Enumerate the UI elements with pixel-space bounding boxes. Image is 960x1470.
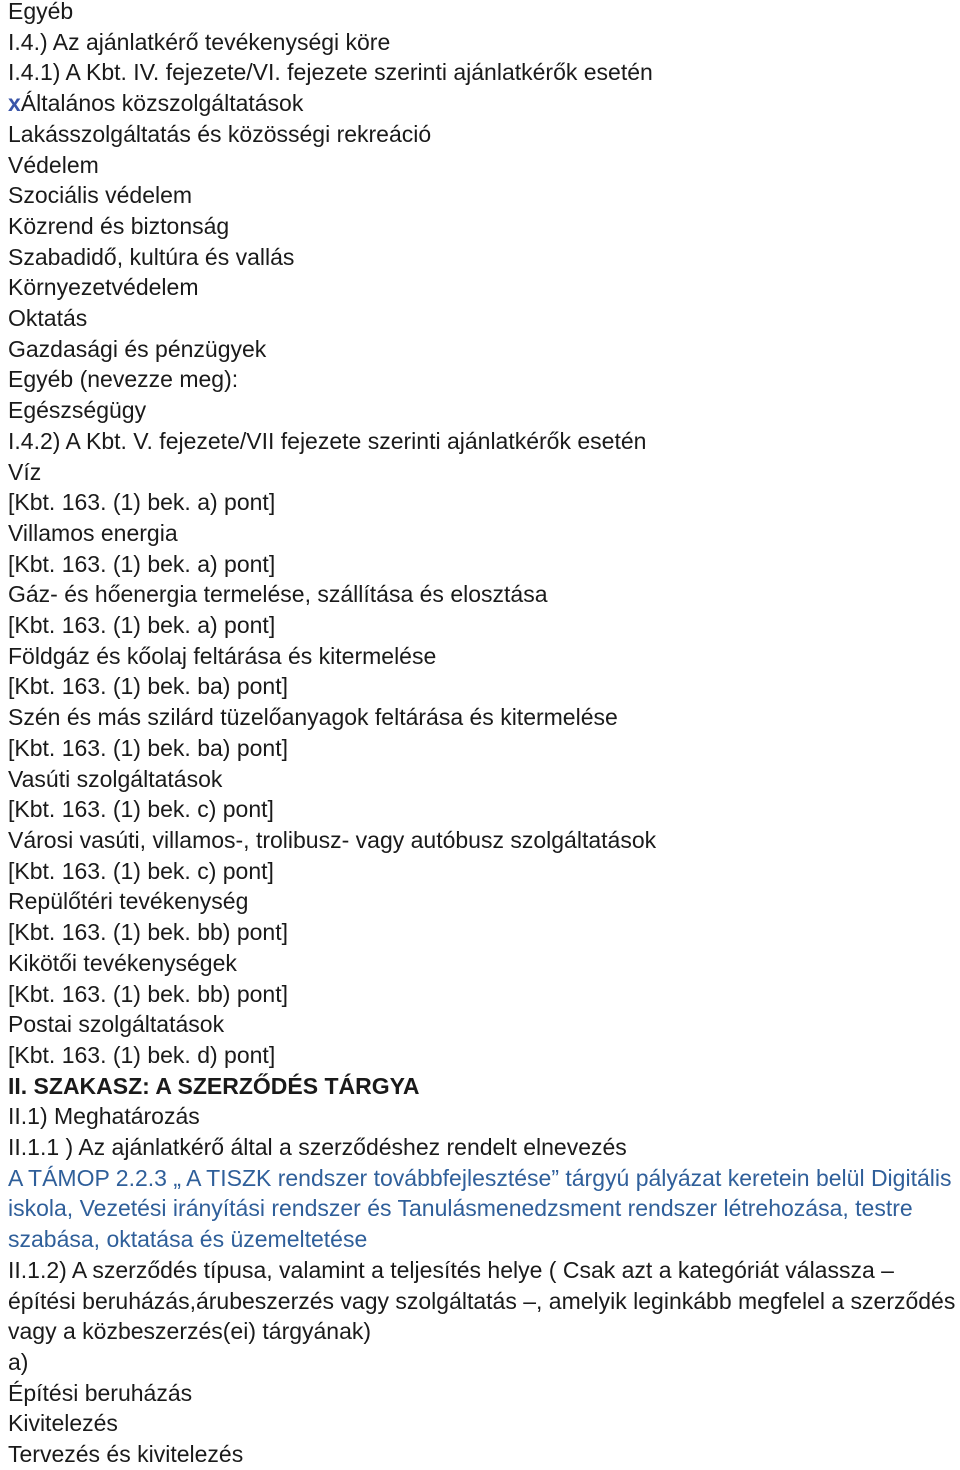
heading-ii-1-1: II.1.1 ) Az ajánlatkérő által a szerződéshez rendelt elnevezés xyxy=(8,1134,627,1161)
contract-name: A TÁMOP 2.2.3 „ A TISZK rendszer továbbfejlesztése” tárgyú pályázat keretein belül Digitális iskola, Vezetési irányítási rendszer és Tanulásmenedzsment rendszer létrehozása, testre szabása, oktatása és üzemeltetése xyxy=(8,1164,952,1253)
sector-name: Postai szolgáltatások xyxy=(8,1011,225,1038)
activity-item-selected xyxy=(8,88,958,119)
selected-marker: x xyxy=(8,90,21,117)
option-a-label: a) xyxy=(8,1348,29,1375)
top-label: Egyéb xyxy=(8,0,74,24)
sector-name: Városi vasúti, villamos-, trolibusz- vagy autóbusz szolgáltatások xyxy=(8,826,657,853)
activity-item: Környezetvédelem xyxy=(8,274,199,301)
heading-i-4-1: I.4.1) A Kbt. IV. fejezete/VI. fejezete szerinti ajánlatkérők esetén xyxy=(8,59,653,86)
sector-name: Repülőtéri tevékenység xyxy=(8,888,249,915)
activity-item: Közrend és biztonság xyxy=(8,212,230,239)
activity-item: Védelem xyxy=(8,151,99,178)
sector-name: Földgáz és kőolaj feltárása és kitermelése xyxy=(8,642,437,669)
sector-ref: [Kbt. 163. (1) bek. bb) pont] xyxy=(8,919,288,946)
activity-item: Oktatás xyxy=(8,305,88,332)
activity-item: Lakásszolgáltatás és közösségi rekreáció xyxy=(8,120,432,147)
sector-name: Szén és más szilárd tüzelőanyagok feltárása és kitermelése xyxy=(8,704,618,731)
sector-name: Gáz- és hőenergia termelése, szállítása és elosztása xyxy=(8,581,548,608)
activity-item: Szociális védelem xyxy=(8,182,193,209)
activity-item: Szabadidő, kultúra és vallás xyxy=(8,243,295,270)
sector-ref: [Kbt. 163. (1) bek. d) pont] xyxy=(8,1041,276,1068)
heading-i-4-2: I.4.2) A Kbt. V. fejezete/VII fejezete szerinti ajánlatkérők esetén xyxy=(8,427,647,454)
heading-ii-1: II.1) Meghatározás xyxy=(8,1103,200,1130)
activity-item: Gazdasági és pénzügyek xyxy=(8,335,267,362)
activity-item: Egészségügy xyxy=(8,397,147,424)
section-ii-title: II. SZAKASZ: A SZERZŐDÉS TÁRGYA xyxy=(8,1072,420,1099)
activity-label: Általános közszolgáltatások xyxy=(20,90,304,117)
sector-ref: [Kbt. 163. (1) bek. ba) pont] xyxy=(8,673,288,700)
contract-type-option: Kivitelezés xyxy=(8,1410,118,1437)
sector-name: Villamos energia xyxy=(8,519,178,546)
sector-ref: [Kbt. 163. (1) bek. bb) pont] xyxy=(8,980,288,1007)
sector-ref: [Kbt. 163. (1) bek. c) pont] xyxy=(8,857,274,884)
sector-name: Víz xyxy=(8,458,42,485)
sector-ref: [Kbt. 163. (1) bek. c) pont] xyxy=(8,796,274,823)
sector-ref: [Kbt. 163. (1) bek. a) pont] xyxy=(8,612,276,639)
contract-type-option: Építési beruházás xyxy=(8,1379,193,1406)
sector-name: Vasúti szolgáltatások xyxy=(8,765,223,792)
sector-ref: [Kbt. 163. (1) bek. ba) pont] xyxy=(8,734,288,761)
document-page xyxy=(8,0,958,1470)
contract-type-option: Tervezés és kivitelezés xyxy=(8,1441,244,1468)
sector-ref: [Kbt. 163. (1) bek. a) pont] xyxy=(8,489,276,516)
heading-ii-1-2: II.1.2) A szerződés típusa, valamint a teljesítés helye ( Csak azt a kategóriát válassza – építési beruházás,árubeszerzés vagy szolgáltatás –, amelyik leginkább megfelel a szerződés vagy a közbeszerzés(ei) tárgyának) xyxy=(8,1256,956,1345)
sector-ref: [Kbt. 163. (1) bek. a) pont] xyxy=(8,550,276,577)
heading-i-4: I.4.) Az ajánlatkérő tevékenységi köre xyxy=(8,28,391,55)
sector-name: Kikötői tevékenységek xyxy=(8,949,237,976)
activity-item: Egyéb (nevezze meg): xyxy=(8,366,239,393)
